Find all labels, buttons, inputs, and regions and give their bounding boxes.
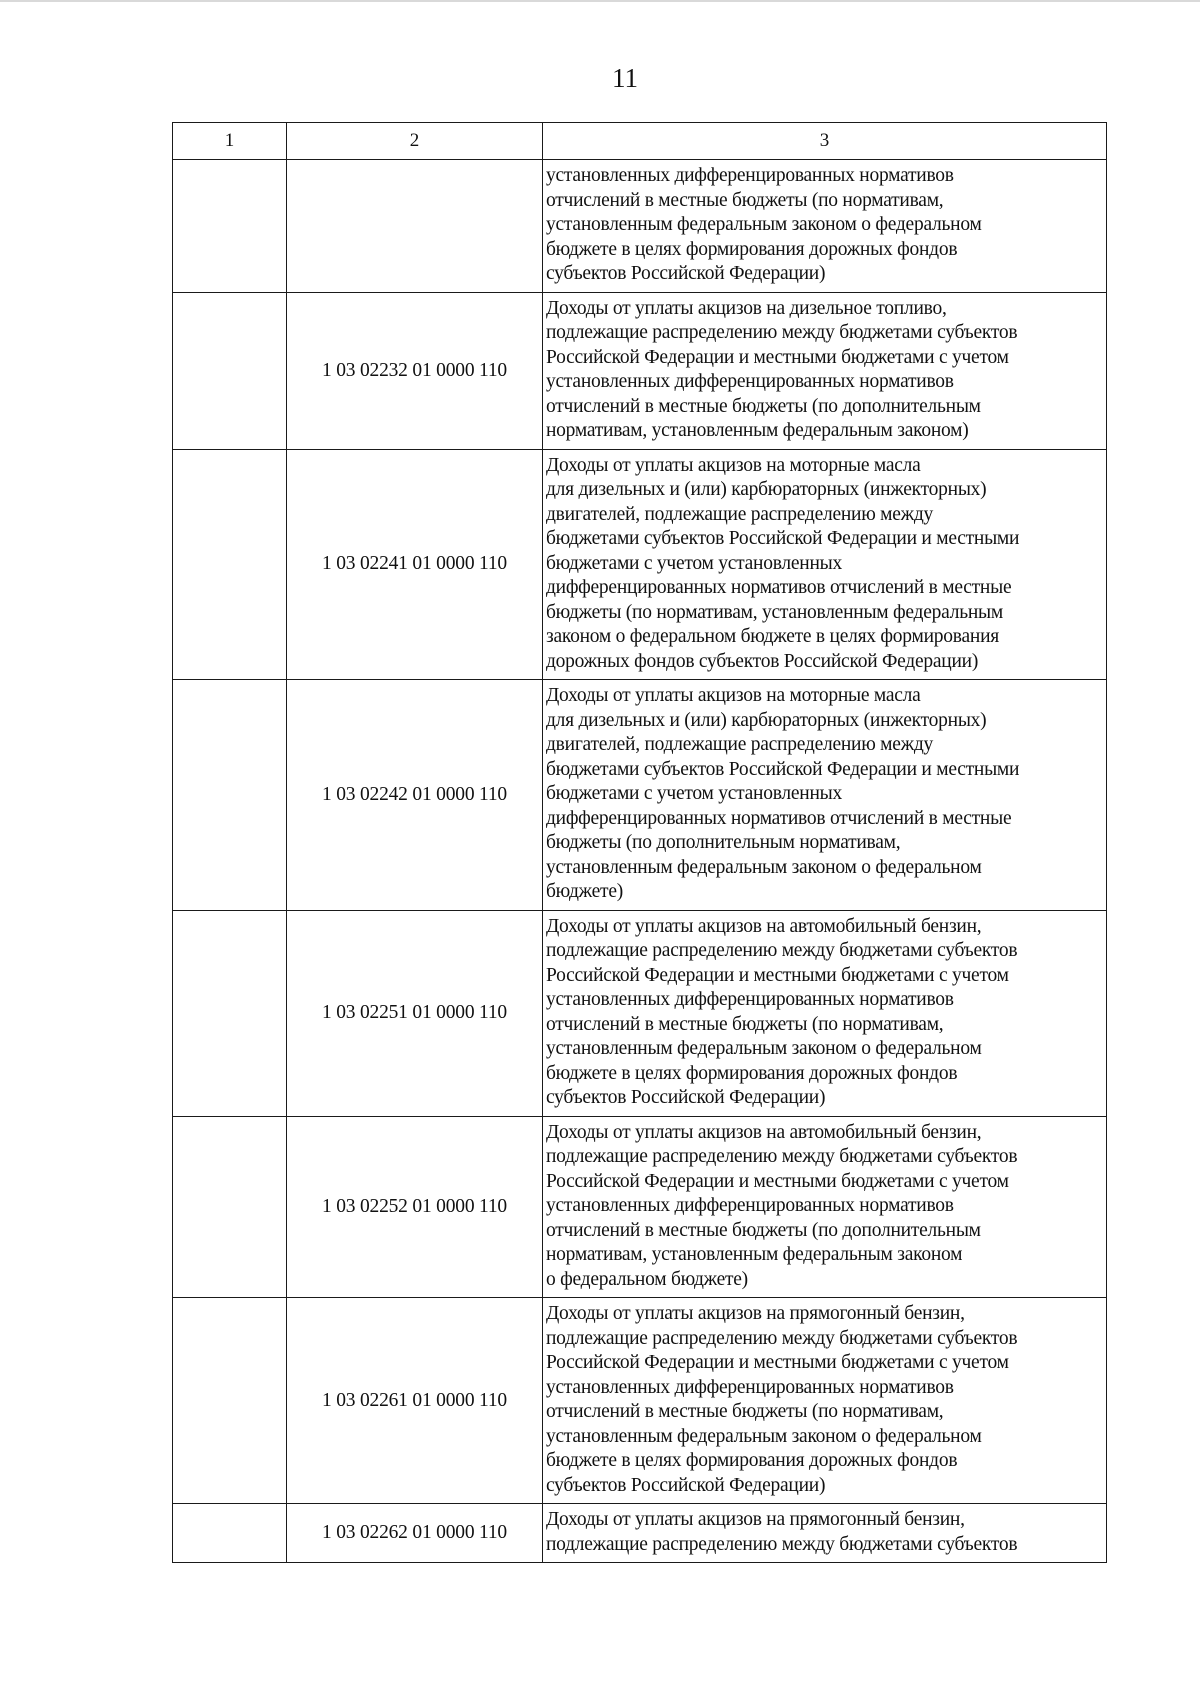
column-header-3: 3 (543, 123, 1107, 160)
table-row (173, 1116, 1107, 1298)
description-line: отчислений в местные бюджеты (по нормативам, (546, 189, 944, 211)
description-line: установленных дифференцированных нормативов (546, 1195, 954, 1216)
description-line: установленным федеральным законом о федеральном (546, 214, 982, 235)
table-row (173, 160, 1107, 293)
description-line: бюджете в целях формирования дорожных фондов (546, 1450, 958, 1471)
description-line: субъектов Российской Федерации) (546, 263, 826, 284)
revenue-description-cell (543, 449, 1107, 680)
row-number-cell (173, 1298, 287, 1504)
description-line: Российской Федерации и местными бюджетами с учетом (546, 964, 1009, 986)
description-line: отчислений в местные бюджеты (по дополнительным (546, 1219, 981, 1241)
table-header-row (173, 123, 1107, 160)
description-line: двигателей, подлежащие распределению между (546, 503, 934, 525)
description-line: бюджете в целях формирования дорожных фондов (546, 1062, 958, 1084)
row-number-cell (173, 910, 287, 1116)
description-line: для дизельных и (или) карбюраторных (инжекторных) (546, 709, 987, 731)
description-line: Российской Федерации и местными бюджетами с учетом (546, 1352, 1009, 1373)
description-line: Доходы от уплаты акцизов на автомобильный бензин, (546, 915, 982, 937)
description-line: для дизельных и (или) карбюраторных (инжекторных) (546, 479, 987, 500)
column-header-2: 2 (287, 123, 543, 160)
column-header-1: 1 (173, 123, 287, 160)
description-line: Доходы от уплаты акцизов на прямогонный бензин, (546, 1509, 965, 1530)
description-line: бюджете в целях формирования дорожных фондов (546, 238, 958, 260)
description-line: Российской Федерации и местными бюджетами с учетом (546, 1170, 1009, 1192)
description-line: установленным федеральным законом о федеральном (546, 1425, 982, 1447)
description-line: Доходы от уплаты акцизов на прямогонный бензин, (546, 1303, 965, 1324)
description-line: установленным федеральным законом о федеральном (546, 856, 982, 878)
description-line: Доходы от уплаты акцизов на моторные масла (546, 685, 921, 706)
description-line: бюджетами субъектов Российской Федерации и местными (546, 528, 1020, 549)
description-line: двигателей, подлежащие распределению между (546, 734, 934, 755)
budget-code-cell: 1 03 02232 01 0000 110 (287, 292, 543, 449)
table-row (173, 910, 1107, 1116)
description-line: Доходы от уплаты акцизов на дизельное топливо, (546, 297, 947, 319)
row-number-cell (173, 292, 287, 449)
revenue-description-cell (543, 292, 1107, 449)
table-row (173, 449, 1107, 680)
revenue-codes-table (172, 122, 1107, 1563)
revenue-description-cell (543, 1504, 1107, 1563)
scan-edge (0, 0, 1200, 2)
budget-code-cell: 1 03 02261 01 0000 110 (287, 1298, 543, 1504)
description-line: Российской Федерации и местными бюджетами с учетом (546, 346, 1009, 368)
description-line: бюджетами с учетом установленных (546, 783, 843, 804)
description-line: субъектов Российской Федерации) (546, 1087, 826, 1108)
description-line: дифференцированных нормативов отчислений в местные (546, 807, 1012, 829)
description-line: законом о федеральном бюджете в целях формирования (546, 626, 999, 647)
description-line: дорожных фондов субъектов Российской Федерации) (546, 650, 979, 672)
description-line: о федеральном бюджете) (546, 1268, 748, 1290)
description-line: дифференцированных нормативов отчислений в местные (546, 577, 1012, 598)
row-number-cell (173, 160, 287, 293)
budget-code-cell: 1 03 02251 01 0000 110 (287, 910, 543, 1116)
budget-code-cell: 1 03 02241 01 0000 110 (287, 449, 543, 680)
revenue-description-cell (543, 910, 1107, 1116)
description-line: установленных дифференцированных нормативов (546, 371, 954, 392)
row-number-cell (173, 1116, 287, 1298)
table-body (173, 160, 1107, 1563)
page-number: 11 (612, 63, 638, 93)
row-number-cell (173, 449, 287, 680)
description-line: установленных дифференцированных нормативов (546, 989, 954, 1010)
table-row (173, 1298, 1107, 1504)
row-number-cell (173, 680, 287, 911)
description-line: нормативам, установленным федеральным законом) (546, 420, 969, 441)
description-line: отчислений в местные бюджеты (по нормативам, (546, 1013, 944, 1035)
description-line: отчислений в местные бюджеты (по дополнительным (546, 395, 981, 417)
description-line: установленных дифференцированных нормативов (546, 165, 954, 186)
revenue-codes-table-wrapper (172, 122, 1106, 1563)
description-line: подлежащие распределению между бюджетами субъектов (546, 940, 1018, 961)
table-row (173, 1504, 1107, 1563)
revenue-description-cell (543, 1298, 1107, 1504)
description-line: установленным федеральным законом о федеральном (546, 1038, 982, 1059)
description-line: подлежащие распределению между бюджетами субъектов (546, 322, 1018, 343)
description-line: подлежащие распределению между бюджетами субъектов (546, 1533, 1018, 1555)
budget-code-cell: 1 03 02252 01 0000 110 (287, 1116, 543, 1298)
row-number-cell (173, 1504, 287, 1563)
budget-code-cell: 1 03 02262 01 0000 110 (287, 1504, 543, 1563)
budget-code-cell: 1 03 02242 01 0000 110 (287, 680, 543, 911)
description-line: бюджеты (по дополнительным нормативам, (546, 832, 901, 853)
description-line: Доходы от уплаты акцизов на моторные масла (546, 454, 921, 476)
description-line: подлежащие распределению между бюджетами субъектов (546, 1146, 1018, 1167)
description-line: бюджеты (по нормативам, установленным федеральным (546, 601, 1003, 623)
description-line: отчислений в местные бюджеты (по нормативам, (546, 1401, 944, 1422)
description-line: установленных дифференцированных нормативов (546, 1376, 954, 1398)
description-line: подлежащие распределению между бюджетами субъектов (546, 1327, 1018, 1349)
description-line: бюджете) (546, 881, 623, 902)
description-line: бюджетами субъектов Российской Федерации и местными (546, 758, 1020, 780)
revenue-description-cell (543, 1116, 1107, 1298)
description-line: нормативам, установленным федеральным законом (546, 1244, 963, 1265)
description-line: бюджетами с учетом установленных (546, 552, 843, 574)
table-row (173, 680, 1107, 911)
description-line: Доходы от уплаты акцизов на автомобильный бензин, (546, 1121, 982, 1143)
description-line: субъектов Российской Федерации) (546, 1474, 826, 1496)
revenue-description-cell (543, 680, 1107, 911)
table-row (173, 292, 1107, 449)
budget-code-cell (287, 160, 543, 293)
revenue-description-cell (543, 160, 1107, 293)
